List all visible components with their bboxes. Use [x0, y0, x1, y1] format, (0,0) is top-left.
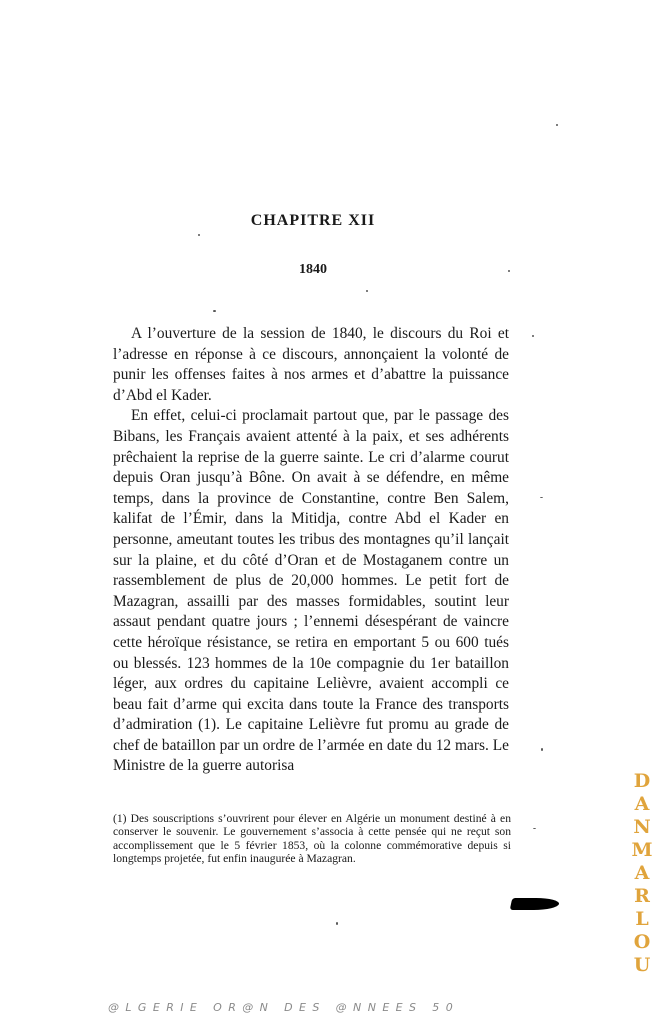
footnote: (1) Des souscriptions s’ouvrirent pour élever en Algérie un monument destiné à en conserver le souvenir. Le gouvernement s’associa à cette pensée qui ne reçut son accomplissement que le 5 février 1853, où la colonne commémorative depuis si longtemps projetée, fut enfin inaugurée à Mazagran.: [113, 812, 511, 866]
watermark-letter: R: [634, 885, 650, 907]
chapter-title: CHAPITRE XII: [250, 212, 376, 229]
watermark-letter: M: [631, 839, 653, 861]
watermark-letter: A: [634, 862, 650, 884]
print-speck: [541, 748, 543, 751]
print-speck: [556, 124, 558, 126]
chapter-year: 1840: [299, 262, 327, 277]
ink-blot: [510, 898, 561, 910]
print-speck: [213, 310, 216, 312]
body-text: [113, 324, 509, 777]
print-speck: [532, 335, 534, 337]
paragraph: En effet, celui-ci proclamait partout que, par le passage des Bibans, les Français avaient attenté à la paix, et ses adhérents prêchaient la reprise de la guerre sainte. Le cri d’alarme courut depuis Oran jusqu’à Bône. On avait à se défendre, en même temps, dans la province de Constantine, contre Ben Salem, kalifat de l’Émir, dans la Mitidja, contre Abd el Kader en personne, ameutant toutes les tribus des montagnes qu’il lançait sur la plaine, et du côté d’Oran et de Mostaganem contre un rassemblement de plus de 20,000 hommes. Le petit fort de Mazagran, assailli par des masses formidables, soutint leur assaut pendant quatre jours ; l’ennemi désespérant de vaincre cette héroïque résistance, se retira en emportant 5 ou 600 tués ou blessés. 123 hommes de la 10e compagnie du 1er bataillon léger, aux ordres du capitaine Lelièvre, avaient accompli ce beau fait d’arme qui excita dans toute la France des transports d’admiration (1). Le capitaine Lelièvre fut promu au grade de chef de bataillon par un ordre de l’armée en date du 12 mars. Le Ministre de la guerre autorisa: [113, 407, 509, 775]
print-speck: [336, 922, 338, 925]
print-speck: [508, 270, 510, 272]
watermark-letter: L: [635, 908, 649, 930]
paragraph: A l’ouverture de la session de 1840, le discours du Roi et l’adresse en réponse à ce discours, annonçaient la volonté de punir les offenses faites à nos armes et d’abattre la puissance d’Abd el Kader.: [113, 325, 509, 404]
print-speck: [366, 290, 368, 292]
watermark-letter: O: [633, 931, 651, 953]
watermark-footer: @LGERIE OR@N DES @NNEES 50: [108, 1001, 460, 1014]
watermark-letter: A: [634, 793, 650, 815]
print-speck: [533, 828, 536, 829]
watermark-side-text: [630, 770, 654, 977]
watermark-letter: N: [633, 816, 651, 838]
watermark-letter: U: [633, 954, 651, 976]
watermark-letter: D: [633, 770, 651, 792]
print-speck: [540, 497, 543, 498]
print-speck: [198, 234, 200, 236]
